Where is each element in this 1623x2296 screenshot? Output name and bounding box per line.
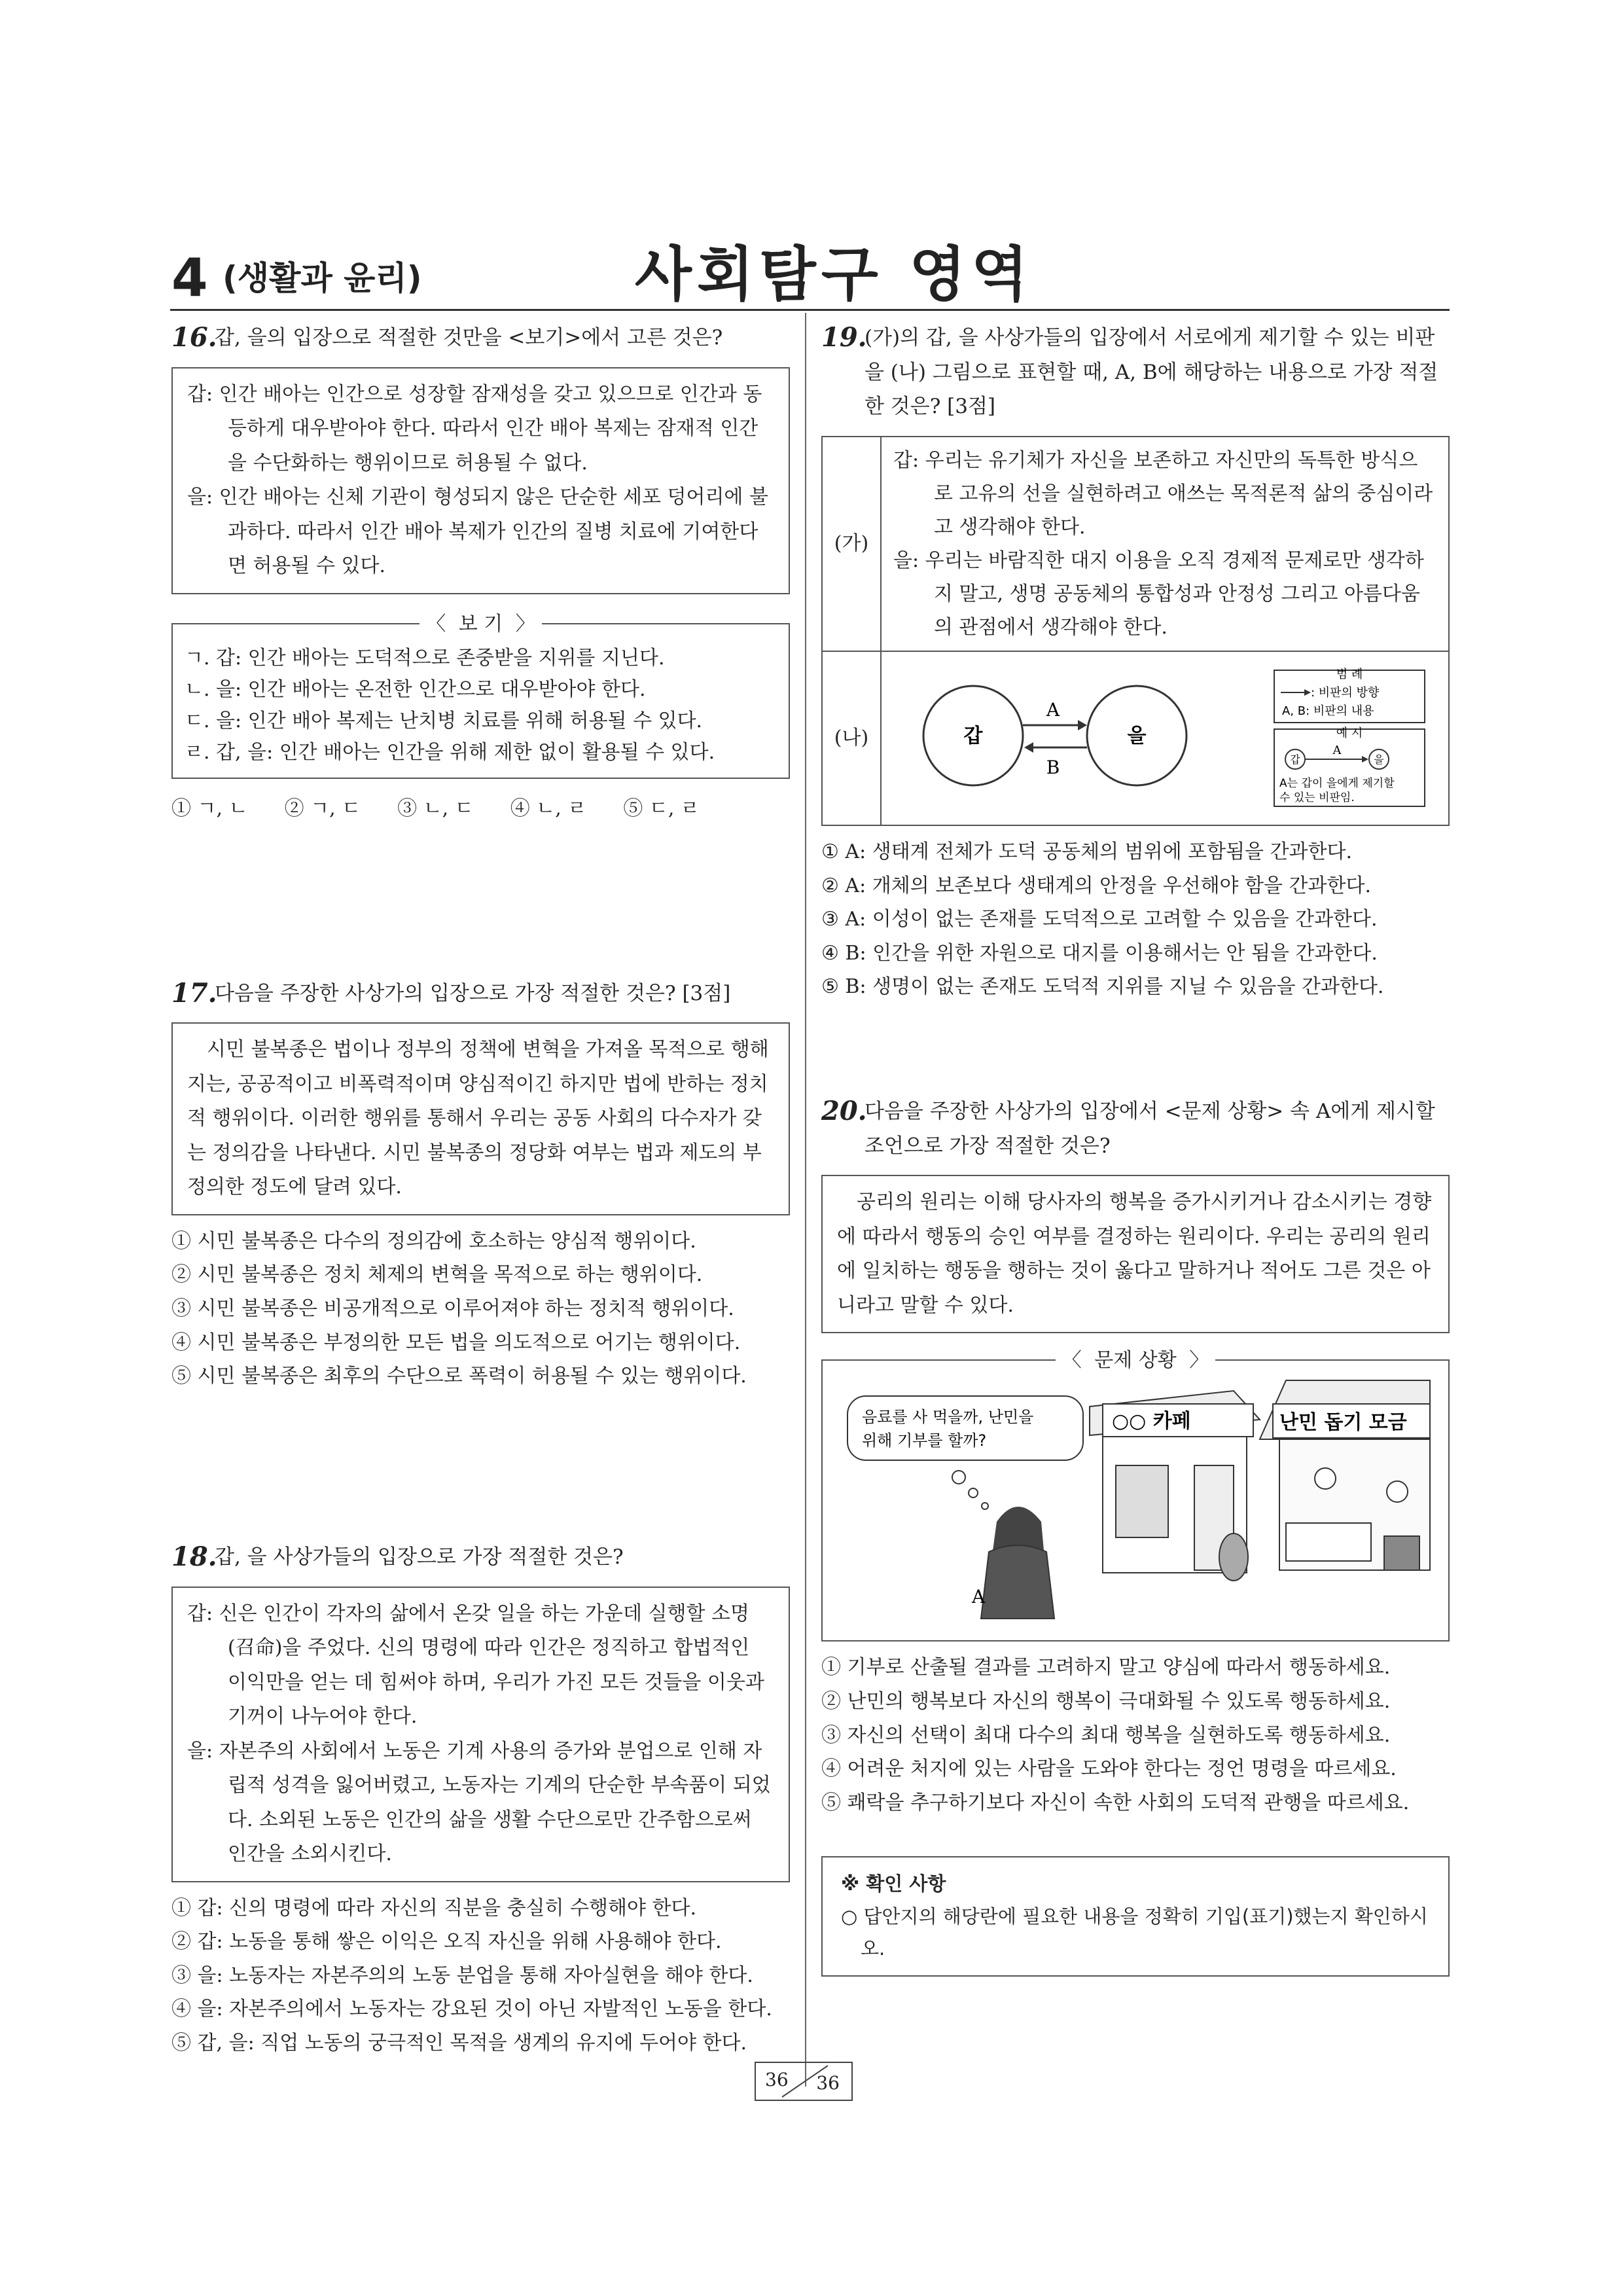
situation-title: 〈 문제 상황 〉	[1056, 1349, 1216, 1372]
passage-box: 시민 불복종은 법이나 정부의 정책에 변혁을 가져올 목적으로 행해지는, 공공적이고 비폭력적이며 양심적이긴 하지만 법에 반하는 정치적 행위이다. 이러한 행위를 통해서 우리는 공동 사회의 다수자가 갖는 정의감을 나타낸다. 시민 불복종의 정당화 여부는 법과 제도의 부정의한 정도에 달려 있다.	[171, 1022, 790, 1215]
question-stem: 다음을 주장한 사상가의 입장에서 <문제 상황> 속 A에게 제시할 조언으로 가장 적절한 것은?	[865, 1100, 1435, 1158]
check-title: ※ 확인 사항	[841, 1873, 946, 1895]
cafe-building	[1090, 1391, 1260, 1581]
bogi-item: ㄹ. 갑, 을: 인간 배아는 인간을 위해 제한 없이 활용될 수 있다.	[185, 740, 715, 764]
choice-3[interactable]: ③ ㄴ, ㄷ	[397, 797, 474, 820]
example-gap: 갑	[1290, 753, 1300, 766]
passage-box	[171, 367, 790, 594]
legend-content: A, B: 비판의 내용	[1282, 704, 1374, 719]
question-number: 18.	[171, 1541, 217, 1572]
section-number: 4	[171, 247, 208, 308]
passage-eul: 을: 인간 배아는 신체 기관이 형성되지 않은 단순한 세포 덩어리에 불과하다. 따라서 인간 배아 복제가 인간의 질병 치료에 기여한다면 허용될 수 있다.	[187, 486, 768, 578]
diagram-cell	[882, 651, 1448, 825]
choice-5[interactable]: ⑤ B: 생명이 없는 존재도 도덕적 지위를 지닐 수 있음을 간과한다.	[821, 975, 1384, 999]
choice-1[interactable]: ① ㄱ, ㄴ	[171, 797, 248, 820]
passage-eul: 을: 자본주의 사회에서 노동은 기계 사용의 증가와 분업으로 인해 자립적 성격을 잃어버렸고, 노동자는 기계의 단순한 부속품이 되었다. 소외된 노동은 인간의 삶을 생활 수단으로만 간주함으로써 인간을 소외시킨다.	[187, 1739, 771, 1866]
column-divider	[805, 313, 806, 2087]
critique-diagram	[882, 652, 1444, 823]
exam-title: 사회탐구 영역	[635, 240, 1033, 309]
question-stem: 갑, 을의 입장으로 적절한 것만을 <보기>에서 고른 것은?	[215, 326, 723, 350]
left-column	[171, 321, 790, 2060]
choice-3[interactable]: ③ 자신의 선택이 최대 다수의 최대 행복을 실현하도록 행동하세요.	[821, 1723, 1391, 1747]
choice-4[interactable]: ④ 시민 불복종은 부정의한 모든 법을 의도적으로 어기는 행위이다.	[171, 1331, 741, 1354]
choice-1[interactable]: ① 시민 불복종은 다수의 정의감에 호소하는 양심적 행위이다.	[171, 1229, 696, 1253]
passage-table	[821, 436, 1450, 826]
choice-3[interactable]: ③ 시민 불복종은 비공개적으로 이루어져야 하는 정치적 행위이다.	[171, 1297, 734, 1321]
choice-5[interactable]: ⑤ ㄷ, ㄹ	[623, 797, 700, 820]
question-stem: 다음을 주장한 사상가의 입장으로 가장 적절한 것은? [3점]	[215, 981, 731, 1005]
answer-choices	[171, 1892, 790, 2060]
bubble-line-1: 음료를 사 먹을까, 난민을	[862, 1408, 1034, 1427]
choice-4[interactable]: ④ 을: 자본주의에서 노동자는 강요된 것이 아닌 자발적인 노동을 한다.	[171, 1998, 772, 2021]
cafe-sign: ○○ 카페	[1112, 1410, 1191, 1433]
header-rule	[170, 309, 1450, 311]
answer-choices	[171, 793, 790, 825]
example-note-2: 수 있는 비판임.	[1279, 791, 1355, 805]
question-number: 16.	[171, 322, 217, 353]
choice-4[interactable]: ④ B: 인간을 위한 자원으로 대지를 이용해서는 안 됨을 간과한다.	[821, 941, 1378, 965]
gap-label: 갑	[963, 725, 983, 748]
answer-choices	[171, 1225, 790, 1393]
example-eul: 을	[1374, 753, 1384, 766]
passage-gap: 갑: 우리는 유기체가 자신을 보존하고 자신만의 독특한 방식으로 고유의 선을 실현하려고 애쓰는 목적론적 삶의 중심이라고 생각해야 한다.	[893, 449, 1433, 539]
question-number: 17.	[171, 977, 217, 1009]
choice-5[interactable]: ⑤ 갑, 을: 직업 노동의 궁극적인 목적을 생계의 유지에 두어야 한다.	[171, 2031, 747, 2054]
arrow-b-label: B	[1046, 757, 1060, 779]
check-notice-box	[821, 1856, 1450, 1977]
choice-5[interactable]: ⑤ 시민 불복종은 최후의 수단으로 폭력이 허용될 수 있는 행위이다.	[171, 1365, 747, 1388]
right-column	[821, 321, 1450, 1977]
bogi-title: 〈 보 기 〉	[419, 613, 542, 636]
subject-name: (생활과 윤리)	[223, 259, 422, 297]
bubble-line-2: 위해 기부를 할까?	[862, 1431, 987, 1450]
choice-2[interactable]: ② 시민 불복종은 정치 체제의 변혁을 목적으로 하는 행위이다.	[171, 1263, 703, 1287]
legend-direction: : 비판의 방향	[1311, 686, 1380, 700]
question-20	[821, 1094, 1450, 1820]
check-text: ○ 답안지의 해당란에 필요한 내용을 정확히 기입(표기)했는지 확인하시오.	[841, 1905, 1428, 1960]
arrow-a-label: A	[1046, 699, 1060, 721]
bogi-item: ㄱ. 갑: 인간 배아는 도덕적으로 존중받을 지위를 지닌다.	[185, 646, 665, 670]
choice-2[interactable]: ② 난민의 행복보다 자신의 행복이 극대화될 수 있도록 행동하세요.	[821, 1690, 1391, 1713]
label-na: (나)	[823, 651, 882, 825]
question-stem: (가)의 갑, 을 사상가들의 입장에서 서로에게 제기할 수 있는 비판을 (나) 그림으로 표현할 때, A, B에 해당하는 내용으로 가장 적절한 것은? [3점]	[865, 326, 1438, 419]
choice-1[interactable]: ① 갑: 신의 명령에 따라 자신의 직분을 충실히 수행해야 한다.	[171, 1896, 697, 1920]
choice-1[interactable]: ① A: 생태계 전체가 도덕 공동체의 범위에 포함됨을 간과한다.	[821, 840, 1353, 864]
question-stem: 갑, 을 사상가들의 입장으로 가장 적절한 것은?	[215, 1545, 624, 1569]
answer-choices	[821, 1651, 1450, 1820]
question-18	[171, 1540, 790, 2060]
choice-4[interactable]: ④ ㄴ, ㄹ	[510, 797, 587, 820]
person-a-label: A	[972, 1586, 986, 1608]
choice-4[interactable]: ④ 어려운 처지에 있는 사람을 도와야 한다는 정언 명령을 따르세요.	[821, 1757, 1397, 1781]
choice-1[interactable]: ① 기부로 산출될 결과를 고려하지 말고 양심에 따라서 행동하세요.	[821, 1656, 1391, 1679]
page-number	[755, 2062, 853, 2101]
legend-title: 범 례	[1336, 668, 1363, 682]
donation-booth	[1260, 1380, 1430, 1570]
question-19	[821, 321, 1450, 1004]
answer-choices	[821, 835, 1450, 1004]
question-17	[171, 977, 790, 1393]
choice-2[interactable]: ② 갑: 노동을 통해 쌓은 이익은 오직 자신을 위해 사용해야 한다.	[171, 1930, 722, 1954]
bogi-item: ㄷ. 을: 인간 배아 복제는 난치병 치료를 위해 허용될 수 있다.	[185, 709, 703, 732]
passage-eul: 을: 우리는 바람직한 대지 이용을 오직 경제적 문제로만 생각하지 말고, 생명 공동체의 통합성과 안정성 그리고 아름다움의 관점에서 생각해야 한다.	[893, 549, 1424, 639]
eul-label: 을	[1127, 725, 1147, 748]
passage-gap: 갑: 신은 인간이 각자의 삶에서 온갖 일을 하는 가운데 실행할 소명(召命)을 주었다. 신의 명령에 따라 인간은 정직하고 합법적인 이익만을 얻는 데 힘써야 하며, 우리가 가진 모든 것들을 이웃과 기꺼이 나누어야 한다.	[187, 1602, 764, 1729]
choice-2[interactable]: ② A: 개체의 보존보다 생태계의 안정을 우선해야 함을 간과한다.	[821, 874, 1372, 897]
question-16	[171, 321, 790, 825]
passage-box: 공리의 원리는 이해 당사자의 행복을 증가시키거나 감소시키는 경향에 따라서 행동의 승인 여부를 결정하는 원리이다. 우리는 공리의 원리에 일치하는 행동을 행하는 것이 옳다고 말하거나 적어도 그른 것은 아니라고 말할 수 있다.	[821, 1175, 1450, 1333]
choice-2[interactable]: ② ㄱ, ㄷ	[284, 797, 361, 820]
passage-gap: 갑: 인간 배아는 인간으로 성장할 잠재성을 갖고 있으므로 인간과 동등하게 대우받아야 한다. 따라서 인간 배아 복제는 잠재적 인간을 수단화하는 행위이므로 허용될 수 없다.	[187, 382, 762, 475]
page-total: 36	[816, 2072, 840, 2094]
bogi-item: ㄴ. 을: 인간 배아는 온전한 인간으로 대우받아야 한다.	[185, 677, 646, 701]
question-number: 19.	[821, 322, 867, 353]
page-current: 36	[765, 2069, 789, 2090]
person-a	[971, 1507, 1054, 1619]
speech-bubble	[847, 1396, 1083, 1460]
situation-box	[821, 1349, 1450, 1641]
passage-box	[171, 1587, 790, 1882]
choice-3[interactable]: ③ A: 이성이 없는 존재를 도덕적으로 고려할 수 있음을 간과한다.	[821, 908, 1378, 931]
situation-illustration	[828, 1367, 1443, 1625]
choice-3[interactable]: ③ 을: 노동자는 자본주의의 노동 분업을 통해 자아실현을 해야 한다.	[171, 1964, 753, 1987]
label-ga: (가)	[823, 437, 882, 651]
donation-sign: 난민 돕기 모금	[1279, 1411, 1407, 1435]
passage-cell	[882, 437, 1448, 651]
bogi-box	[171, 612, 790, 779]
question-number: 20.	[821, 1096, 867, 1127]
example-a: A	[1332, 744, 1342, 758]
example-title: 예 시	[1336, 726, 1363, 741]
choice-5[interactable]: ⑤ 쾌락을 추구하기보다 자신이 속한 사회의 도덕적 관행을 따르세요.	[821, 1791, 1410, 1814]
example-note-1: A는 갑이 을에게 제기할	[1279, 777, 1395, 791]
